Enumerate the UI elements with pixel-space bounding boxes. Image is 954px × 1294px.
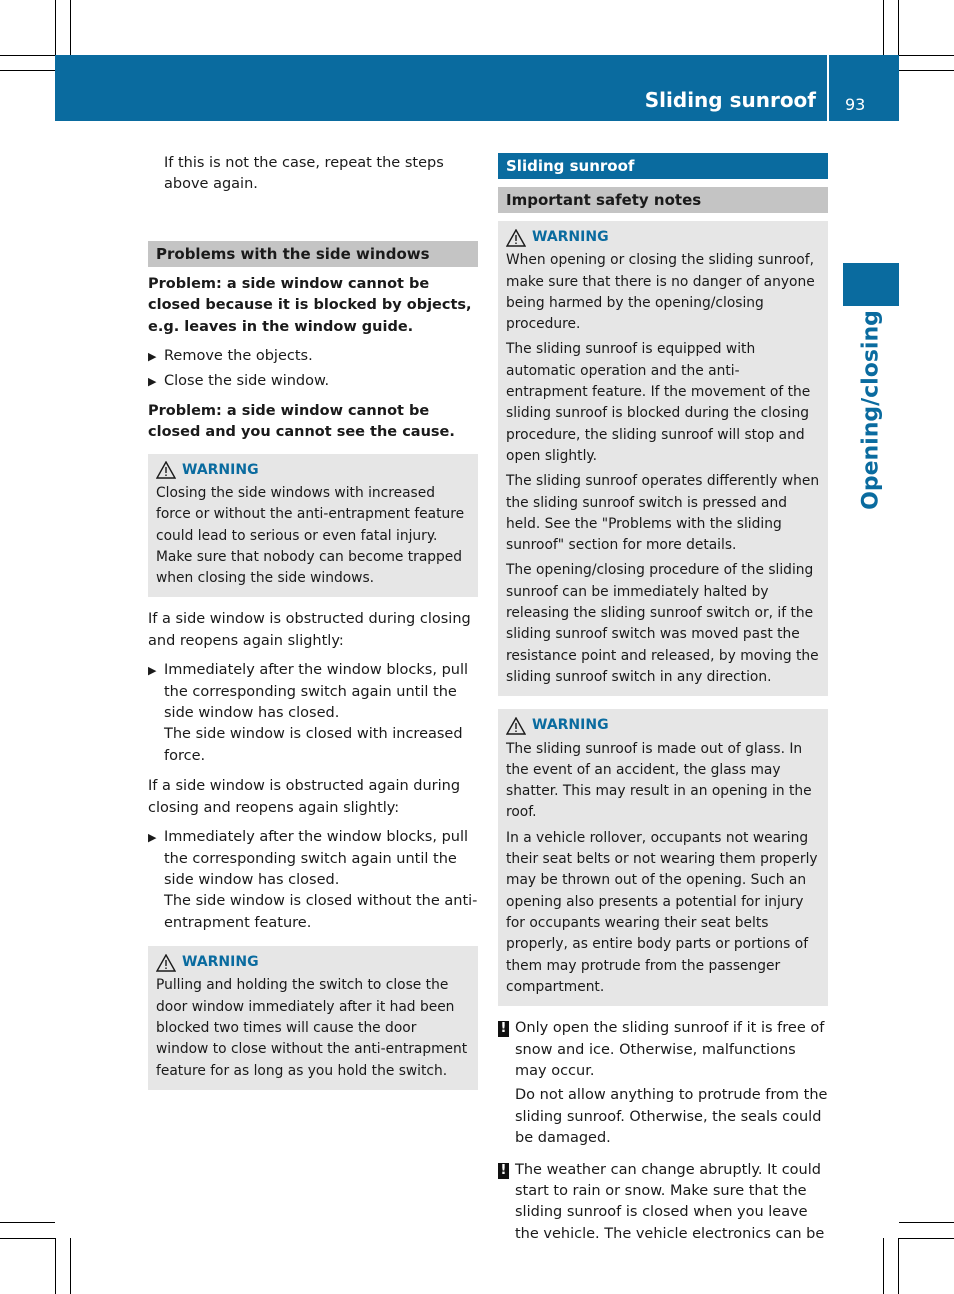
crop-mark — [899, 1238, 954, 1239]
warning-heading — [506, 715, 820, 736]
warning-text: The sliding sunroof is made out of glass. In the event of an accident, the glass may shatter. This may result in an opening in the roof. — [506, 740, 812, 821]
step-text: Immediately after the window blocks, pull the corresponding switch again until the side window has closed. — [164, 829, 469, 888]
section-heading: Problems with the side windows — [148, 241, 478, 267]
body-text: If a side window is obstructed during closing and reopens again slightly: — [148, 611, 471, 649]
subsection-heading: Important safety notes — [498, 187, 828, 213]
chapter-label: Opening/closing — [858, 310, 884, 510]
warning-text: Pulling and holding the switch to close the door window immediately after it had been blocked two times will cause the door window to close without the anti-entrapment feature for as long as you hold the switch. — [156, 977, 468, 1079]
warning-triangle-icon — [156, 461, 176, 479]
note-text: Do not allow anything to protrude from the sliding sunroof. Otherwise, the seals could be damaged. — [515, 1087, 828, 1147]
warning-triangle-icon — [506, 229, 526, 247]
crop-mark — [899, 1222, 954, 1223]
step-text: Close the side window. — [164, 373, 330, 390]
triangle-bullet-icon: ▶ — [148, 350, 157, 364]
right-column — [498, 153, 828, 1253]
warning-box — [498, 221, 828, 696]
step-text: Immediately after the window blocks, pull the corresponding switch again until the side window has closed. — [164, 662, 469, 722]
note-item — [498, 1018, 828, 1082]
warning-text: The sliding sunroof is equipped with automatic operation and the anti-entrapment feature. If the movement of the sliding sunroof is blocked during the closing procedure, the sliding sunroof will stop and open slightly. — [506, 341, 811, 464]
crop-mark — [0, 1238, 55, 1239]
warning-heading — [506, 227, 820, 248]
crop-mark — [55, 1238, 56, 1294]
warning-heading — [156, 952, 470, 973]
crop-mark — [70, 1238, 71, 1294]
crop-mark — [899, 55, 954, 56]
step-item — [148, 827, 478, 891]
left-column — [148, 153, 478, 1090]
crop-mark — [0, 1222, 55, 1223]
crop-mark — [899, 70, 954, 71]
crop-mark — [55, 0, 56, 55]
note-text: The weather can change abruptly. It could start to rain or snow. Make sure that the sliding sunroof is closed when you leave the vehicle. The vehicle electronics can be — [515, 1161, 825, 1242]
crop-mark — [0, 70, 55, 71]
crop-mark — [883, 0, 884, 55]
step-item — [148, 660, 478, 724]
warning-text: In a vehicle rollover, occupants not wearing their seat belts or not wearing them properly may be thrown out of the opening. Such an opening also presents a potential for injury for occupants wearing their seat belts properly, as entire body parts or portions of them may protrude from the passenger compartment. — [506, 829, 818, 995]
warning-title: WARNING — [532, 229, 609, 245]
exclamation-icon: ! — [498, 1160, 515, 1246]
warning-text: The opening/closing procedure of the sliding sunroof can be immediately halted by releasing the sliding sunroof switch or, if the sliding sunroof switch was moved past the resistance point and released, by moving the sliding sunroof switch in any direction. — [506, 562, 819, 685]
header-separator — [827, 55, 829, 121]
step-item — [148, 346, 478, 367]
problem-statement: Problem: a side window cannot be closed and you cannot see the cause. — [148, 402, 455, 441]
warning-title: WARNING — [532, 717, 609, 734]
warning-box — [148, 946, 478, 1090]
triangle-bullet-icon: ▶ — [148, 375, 157, 389]
warning-title: WARNING — [182, 954, 259, 971]
step-result: The side window is closed with increased force. — [164, 726, 463, 764]
warning-box — [148, 454, 478, 598]
section-heading: Sliding sunroof — [498, 153, 828, 179]
body-text: If a side window is obstructed again during closing and reopens again slightly: — [148, 778, 461, 816]
warning-text: Closing the side windows with increased force or without the anti-entrapment feature could lead to serious or even fatal injury. Make sure that nobody can become trapped when closing the side windows. — [156, 484, 465, 587]
problem-statement: Problem: a side window cannot be closed because it is blocked by objects, e.g. leaves in the window guide. — [148, 275, 472, 335]
warning-triangle-icon — [156, 954, 176, 972]
warning-triangle-icon — [506, 717, 526, 735]
crop-mark — [883, 1238, 884, 1294]
note-text: Only open the sliding sunroof if it is free of snow and ice. Otherwise, malfunctions may occur. — [515, 1020, 825, 1079]
warning-heading — [156, 460, 470, 481]
step-text: Remove the objects. — [164, 348, 313, 365]
chapter-tab — [843, 263, 899, 306]
warning-title: WARNING — [182, 461, 259, 478]
step-result: The side window is closed without the anti-entrapment feature. — [164, 893, 478, 931]
crop-mark — [898, 1238, 899, 1294]
crop-mark — [70, 0, 71, 55]
exclamation-icon: ! — [498, 1018, 515, 1082]
triangle-bullet-icon: ▶ — [148, 831, 157, 845]
warning-box — [498, 709, 828, 1006]
warning-text: The sliding sunroof operates differently when the sliding sunroof switch is pressed and held. See the "Problems with the sliding sunroof" section for more details. — [506, 473, 820, 554]
crop-mark — [0, 55, 55, 56]
note-item — [498, 1160, 828, 1246]
intro-text: If this is not the case, repeat the steps above again. — [164, 155, 444, 193]
page-title: Sliding sunroof — [644, 88, 816, 112]
crop-mark — [898, 0, 899, 55]
step-item — [148, 371, 478, 392]
triangle-bullet-icon: ▶ — [148, 664, 157, 678]
warning-text: When opening or closing the sliding sunroof, make sure that there is no danger of anyone being harmed by the opening/closing procedure. — [506, 252, 815, 333]
page-number: 93 — [845, 95, 866, 114]
